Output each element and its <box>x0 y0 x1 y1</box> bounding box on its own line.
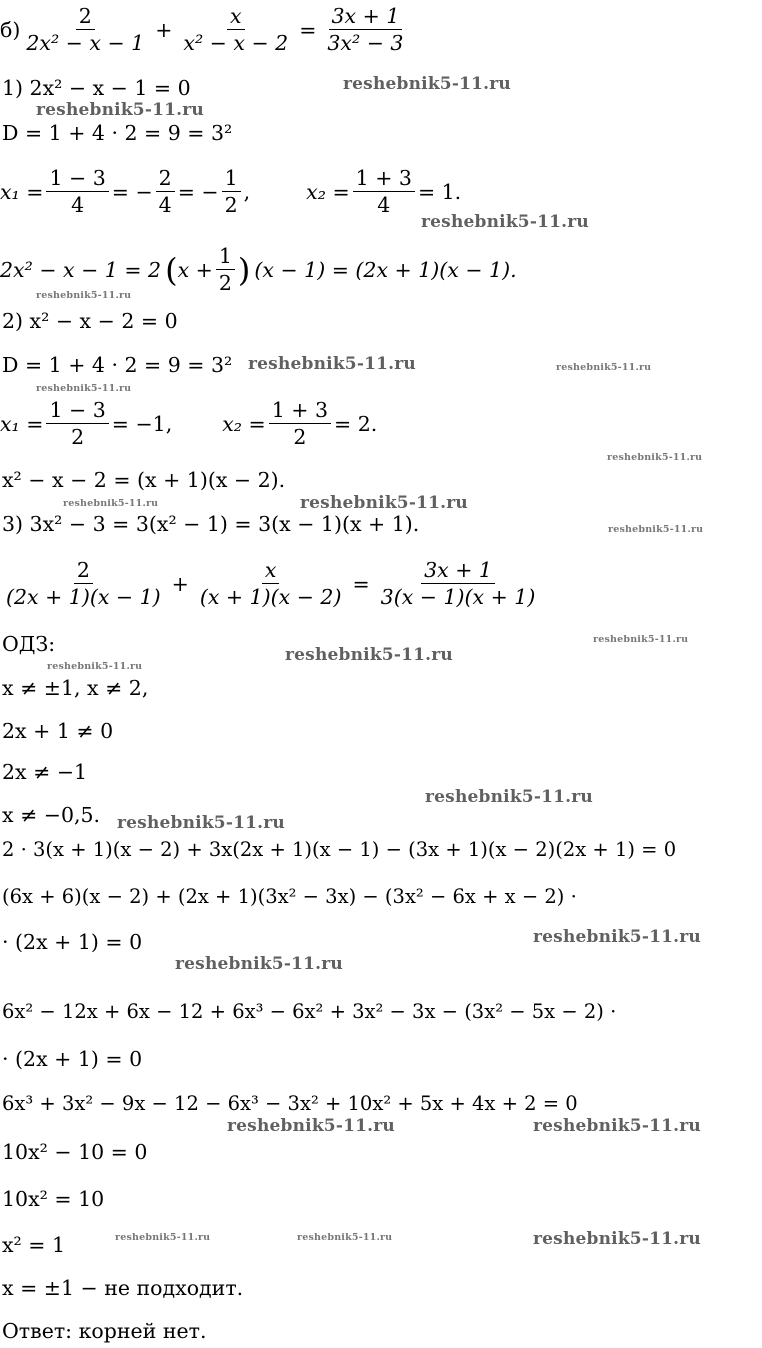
math-text: 2x² − x − 1 = 2 <box>0 257 162 282</box>
solution-line-10: x = ±1 − не подходит. <box>2 1276 244 1300</box>
fraction-numerator: 2 <box>74 558 93 584</box>
solution-line-6: 6x³ + 3x² − 9x − 12 − 6x³ − 3x² + 10x² + 5x + 4x + 2 = 0 <box>2 1092 578 1115</box>
solution-line-8: 10x² = 10 <box>2 1187 105 1211</box>
answer-line: Ответ: корней нет. <box>2 1319 207 1343</box>
fraction-denominator: 2 <box>293 425 307 449</box>
step2-discriminant: D = 1 + 4 · 2 = 9 = 3² <box>2 353 233 377</box>
step2-roots <box>0 398 377 449</box>
solution-line-3: · (2x + 1) = 0 <box>2 930 143 954</box>
watermark: reshebnik5-11.ru <box>425 787 593 807</box>
watermark: reshebnik5-11.ru <box>285 645 453 665</box>
root-fraction <box>46 166 108 217</box>
watermark: reshebnik5-11.ru <box>297 1232 393 1243</box>
watermark: reshebnik5-11.ru <box>47 661 143 672</box>
watermark: reshebnik5-11.ru <box>608 524 704 535</box>
problem-equation <box>0 4 409 55</box>
root-fraction <box>269 398 331 449</box>
fraction-denominator: 4 <box>71 193 85 217</box>
watermark: reshebnik5-11.ru <box>421 212 589 232</box>
fraction-denominator: 3(x − 1)(x + 1) <box>380 585 536 609</box>
fraction-numerator: 1 + 3 <box>269 398 331 424</box>
rewritten-fraction-1 <box>3 558 164 609</box>
math-text: = 1. <box>417 179 462 204</box>
watermark: reshebnik5-11.ru <box>607 452 703 463</box>
fraction-numerator: 1 − 3 <box>46 166 108 192</box>
solution-line-1: 2 · 3(x + 1)(x − 2) + 3x(2x + 1)(x − 1) − (3x + 1)(x − 2)(2x + 1) = 0 <box>2 838 677 861</box>
watermark: reshebnik5-11.ru <box>175 954 343 974</box>
fraction-denominator: (2x + 1)(x − 1) <box>6 585 161 609</box>
step1-equation: 1) 2x² − x − 1 = 0 <box>2 76 191 100</box>
step1-discriminant: D = 1 + 4 · 2 = 9 = 3² <box>2 121 233 145</box>
equals-sign: = <box>299 17 317 42</box>
math-text: = −1, <box>111 411 173 436</box>
odz-line-1: x ≠ ±1, x ≠ 2, <box>2 676 149 700</box>
half-fraction <box>216 244 235 295</box>
watermark: reshebnik5-11.ru <box>63 498 159 509</box>
odz-line-3: 2x ≠ −1 <box>2 760 88 784</box>
fraction-denominator: x² − x − 2 <box>183 31 289 55</box>
step1-factorization: 2x² − x − 1 = 2 ( x + $\frac{1}{2}$ ) (x − 1) = (2x + 1)(x − 1). <box>0 244 517 295</box>
watermark: reshebnik5-11.ru <box>343 74 511 94</box>
fraction-numerator: 3x + 1 <box>329 4 403 30</box>
step2-equation: 2) x² − x − 2 = 0 <box>2 309 178 333</box>
fraction-denominator: (x + 1)(x − 2) <box>199 585 342 609</box>
solution-line-7: 10x² − 10 = 0 <box>2 1140 148 1164</box>
math-text: (x − 1) = (2x + 1)(x − 1). <box>254 257 517 282</box>
problem-fraction-1 <box>23 4 147 55</box>
rewritten-fraction-2 <box>197 558 345 609</box>
root-fraction <box>222 166 241 217</box>
watermark: reshebnik5-11.ru <box>533 1116 701 1136</box>
watermark: reshebnik5-11.ru <box>36 383 132 394</box>
odz-line-2: 2x + 1 ≠ 0 <box>2 719 114 743</box>
odz-title: ОДЗ: <box>2 632 56 656</box>
watermark: reshebnik5-11.ru <box>227 1116 395 1136</box>
fraction-numerator: 1 <box>216 244 235 270</box>
watermark: reshebnik5-11.ru <box>248 354 416 374</box>
fraction-denominator: 2 <box>224 193 238 217</box>
rewritten-fraction-3 <box>378 558 539 609</box>
watermark: reshebnik5-11.ru <box>36 100 204 120</box>
odz-line-4: x ≠ −0,5. <box>2 803 101 827</box>
math-text: = − <box>177 179 219 204</box>
watermark: reshebnik5-11.ru <box>533 1229 701 1249</box>
fraction-numerator: 2 <box>156 166 175 192</box>
root-x2-label: x₂ = <box>222 411 266 436</box>
watermark: reshebnik5-11.ru <box>36 290 132 301</box>
problem-label: б) <box>0 17 21 42</box>
problem-fraction-2 <box>180 4 291 55</box>
step3-factorization: 3) 3x² − 3 = 3(x² − 1) = 3(x − 1)(x + 1). <box>2 512 420 536</box>
root-fraction <box>46 398 108 449</box>
root-x2-label: x₂ = <box>306 179 350 204</box>
step2-factorization: x² − x − 2 = (x + 1)(x − 2). <box>2 468 286 492</box>
watermark: reshebnik5-11.ru <box>115 1232 211 1243</box>
plus-sign: + <box>171 571 189 596</box>
math-text: , <box>243 179 251 204</box>
problem-fraction-3 <box>324 4 406 55</box>
fraction-numerator: 1 + 3 <box>353 166 415 192</box>
fraction-denominator: 2x² − x − 1 <box>26 31 145 55</box>
root-x1-label: x₁ = <box>0 411 44 436</box>
fraction-denominator: 3x² − 3 <box>327 31 404 55</box>
watermark: reshebnik5-11.ru <box>593 634 689 645</box>
solution-line-9: x² = 1 <box>2 1233 66 1257</box>
step1-roots <box>0 166 461 217</box>
watermark: reshebnik5-11.ru <box>117 813 285 833</box>
fraction-numerator: 1 − 3 <box>46 398 108 424</box>
fraction-denominator: 4 <box>377 193 391 217</box>
watermark: reshebnik5-11.ru <box>300 493 468 513</box>
math-text: = − <box>111 179 153 204</box>
fraction-denominator: 4 <box>158 193 172 217</box>
rewritten-equation <box>0 558 541 609</box>
fraction-numerator: x <box>227 4 245 30</box>
fraction-denominator: 2 <box>71 425 85 449</box>
root-fraction <box>353 166 415 217</box>
root-fraction <box>156 166 175 217</box>
math-text: x + <box>177 257 213 282</box>
math-text: = 2. <box>334 411 378 436</box>
fraction-denominator: 2 <box>218 271 232 295</box>
fraction-numerator: x <box>262 558 280 584</box>
solution-line-2: (6x + 6)(x − 2) + (2x + 1)(3x² − 3x) − (3x² − 6x + x − 2) · <box>2 885 577 908</box>
fraction-numerator: 2 <box>76 4 95 30</box>
solution-line-5: · (2x + 1) = 0 <box>2 1047 143 1071</box>
fraction-numerator: 1 <box>222 166 241 192</box>
watermark: reshebnik5-11.ru <box>556 362 652 373</box>
watermark: reshebnik5-11.ru <box>533 927 701 947</box>
plus-sign: + <box>155 17 173 42</box>
root-x1-label: x₁ = <box>0 179 44 204</box>
equals-sign: = <box>352 571 370 596</box>
solution-line-4: 6x² − 12x + 6x − 12 + 6x³ − 6x² + 3x² − 3x − (3x² − 5x − 2) · <box>2 1000 617 1023</box>
fraction-numerator: 3x + 1 <box>421 558 495 584</box>
